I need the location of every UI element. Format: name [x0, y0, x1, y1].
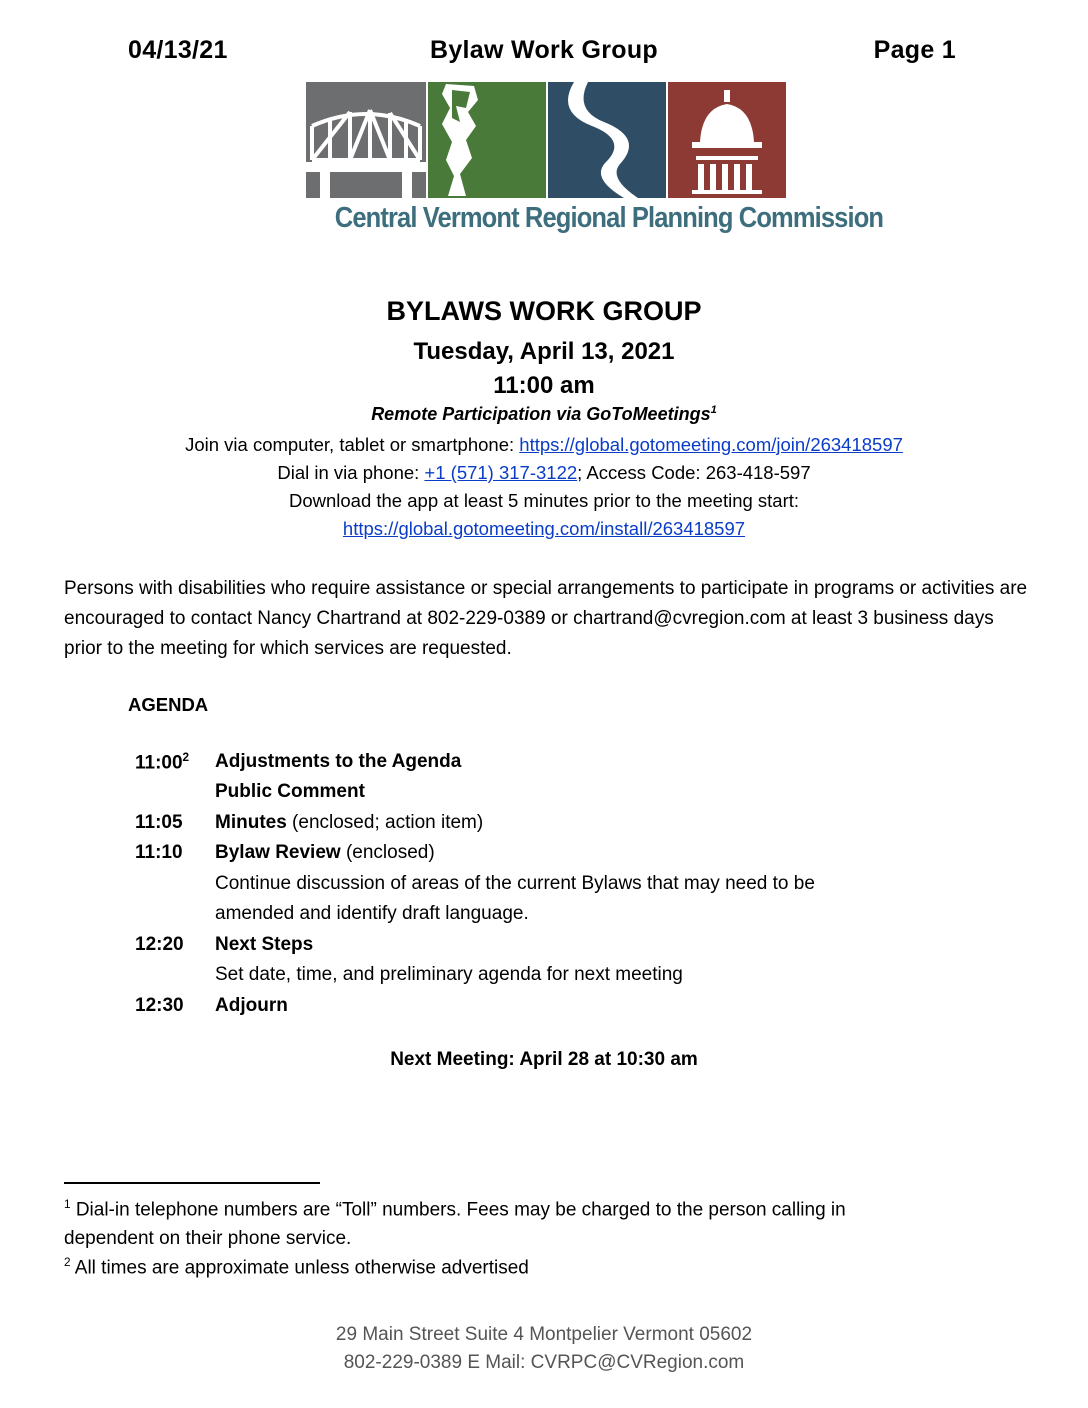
agenda-item-note: (enclosed; action item) [286, 812, 484, 833]
agenda-item-title: Public Comment [215, 781, 365, 802]
download-instructions: Download the app at least 5 minutes prior to the meeting start: [288, 490, 800, 511]
agenda-item-title: Bylaw Review [215, 842, 341, 863]
meeting-date: Tuesday, April 13, 2021 [413, 338, 675, 365]
access-code: ; Access Code: 263-418-597 [577, 462, 811, 483]
header-page-number: Page 1 [873, 36, 956, 64]
footnote-1-text: Dial-in telephone numbers are “Toll” numbers. Fees may be charged to the person calling in [70, 1199, 846, 1221]
agenda-item-title: Next Steps [215, 934, 314, 955]
accessibility-notice: Persons with disabilities who require assistance or special arrangements to participate in programs or activities are encouraged to contact Nancy Chartrand at 802-229-0389 or chartrand@cvregion.com at least 3 business days prior to the meeting for which services are requested. [64, 578, 1028, 659]
agenda-item [215, 934, 313, 956]
footnote-2-mark: 2 [64, 1256, 71, 1269]
agenda-item [215, 842, 435, 864]
agenda-time: $11:00^2$ [135, 751, 190, 774]
agenda-item [215, 781, 365, 803]
footnote-1-mark: 1 [64, 1198, 71, 1211]
footnote-2-text: All times are approximate unless otherwise advertised [70, 1257, 529, 1279]
header-date: 04/13/21 [128, 36, 228, 64]
join-link[interactable]: https://global.gotomeeting.com/join/263418597 [519, 434, 903, 455]
cvrpc-logo [306, 82, 884, 242]
agenda-item [215, 751, 461, 773]
footnote-2 [64, 1256, 529, 1279]
header-title: Bylaw Work Group [430, 36, 658, 64]
agenda-item-title: Adjourn [215, 995, 288, 1016]
footnote-divider [64, 1182, 320, 1184]
agenda-item-description: Continue discussion of areas of the current Bylaws that may need to be [215, 873, 815, 894]
agenda-item-title: Minutes [215, 812, 287, 833]
agenda-time: 12:30 [135, 995, 184, 1016]
meeting-title: BYLAWS WORK GROUP [386, 296, 702, 326]
dial-label: Dial in via phone: [277, 462, 425, 483]
agenda-time: 11:05 [135, 812, 183, 833]
join-line [0, 434, 1088, 456]
next-meeting: Next Meeting: April 28 at 10:30 am [390, 1049, 698, 1070]
meeting-time: 11:00 am [493, 372, 595, 399]
agenda-time: 12:20 [135, 934, 184, 955]
agenda-item-title: Adjustments to the Agenda [215, 751, 462, 772]
footnote-1 [64, 1198, 846, 1221]
footnote-1-continued: dependent on their phone service. [64, 1228, 352, 1249]
agenda-item-description: Set date, time, and preliminary agenda for next meeting [215, 964, 683, 985]
footnote-ref-2: 2 [182, 751, 190, 764]
install-line [0, 518, 1088, 540]
agenda-time: 11:10 [135, 842, 183, 863]
agenda-heading: AGENDA [128, 694, 209, 715]
agenda-item-note: (enclosed) [340, 842, 435, 863]
agenda-item [215, 812, 483, 834]
agenda-item [215, 995, 288, 1017]
remote-participation [0, 404, 1088, 425]
install-link[interactable]: https://global.gotomeeting.com/install/263418597 [342, 518, 746, 539]
footnote-ref-1: 1 [710, 404, 717, 416]
dial-line [0, 462, 1088, 484]
footer-address: 29 Main Street Suite 4 Montpelier Vermont 05602 [335, 1324, 753, 1345]
logo-graphic [306, 82, 786, 198]
footer-contact: 802-229-0389 E Mail: CVRPC@CVRegion.com [343, 1352, 745, 1373]
remote-participation-text: Remote Participation via GoToMeetings [371, 404, 711, 424]
agenda-item-description: amended and identify draft language. [215, 903, 529, 924]
join-label: Join via computer, tablet or smartphone: [185, 434, 520, 455]
logo-org-name: Central Vermont Regional Planning Commission [334, 202, 884, 234]
dial-number-link[interactable]: +1 (571) 317-3122 [424, 462, 578, 483]
